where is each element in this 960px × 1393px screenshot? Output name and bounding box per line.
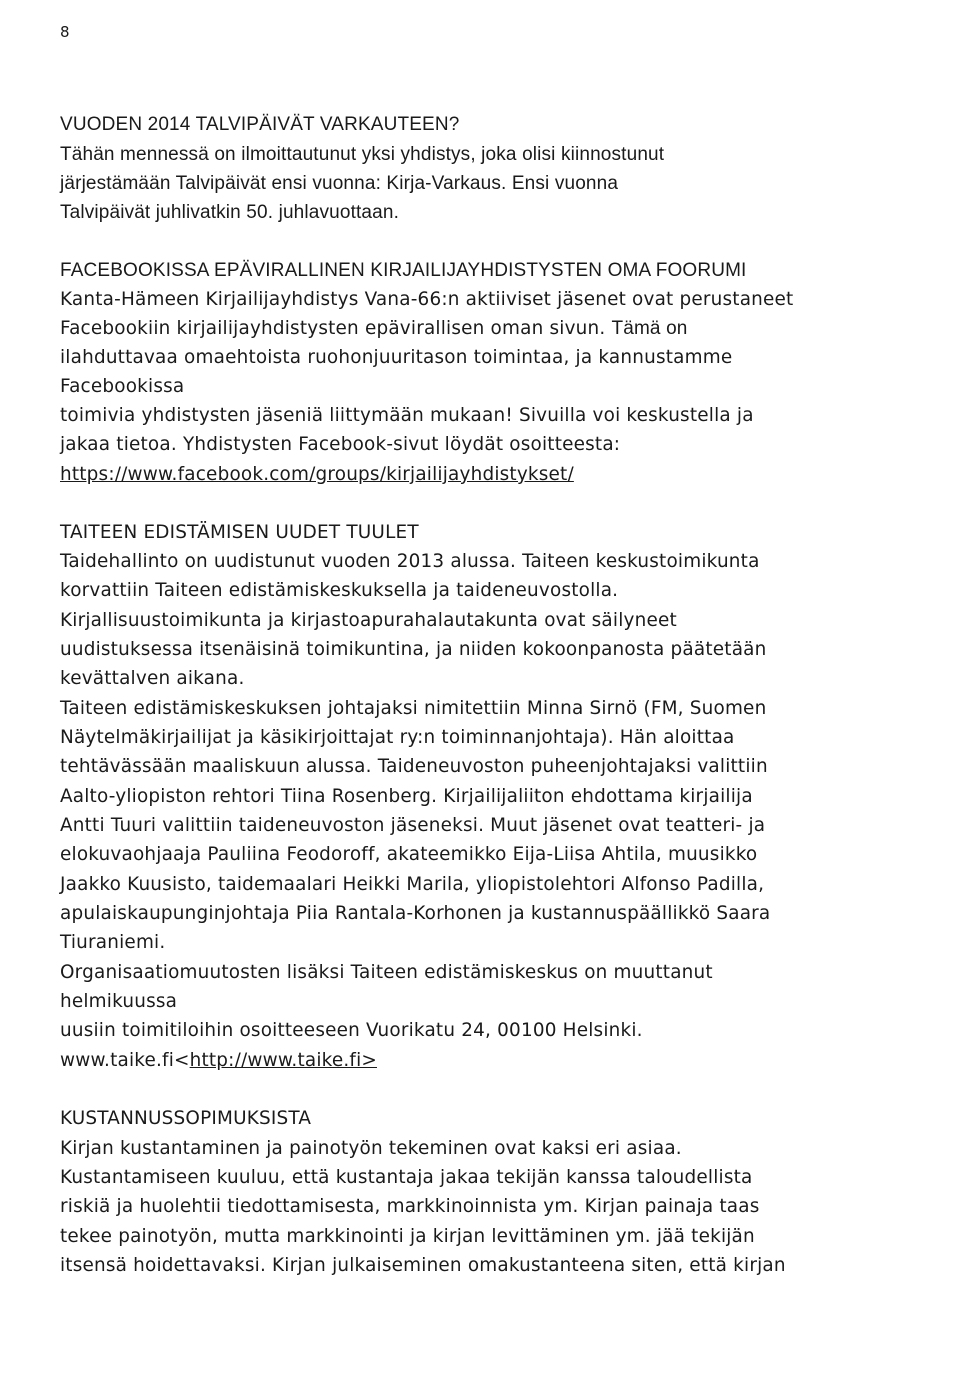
paragraph-line: kevättalven aikana. bbox=[60, 668, 245, 689]
paragraph-line: Tähän mennessä on ilmoittautunut yksi yhdistys, joka olisi kiinnostunut bbox=[60, 144, 665, 165]
paragraph-line: www.taike.fi<http://www.taike.fi> bbox=[60, 1050, 377, 1071]
paragraph-line: Näytelmäkirjailijat ja käsikirjoittajat ry:n toiminnanjohtaja). Hän aloittaa bbox=[60, 727, 735, 748]
paragraph-line: apulaiskaupunginjohtaja Piia Rantala-Korhonen ja kustannuspäällikkö Saara bbox=[60, 903, 771, 924]
paragraph-line: Organisaatiomuutosten lisäksi Taiteen edistämiskeskus on muuttanut bbox=[60, 962, 713, 983]
paragraph-line: Kanta-Hämeen Kirjailijayhdistys Vana-66:n aktiiviset jäsenet ovat perustaneet bbox=[60, 289, 794, 310]
paragraph-line: Facebookissa bbox=[60, 376, 185, 397]
paragraph-line: tehtävässään maaliskuun alussa. Taideneuvoston puheenjohtajaksi valittiin bbox=[60, 756, 768, 777]
paragraph-line: Kirjan kustantaminen ja painotyön tekeminen ovat kaksi eri asiaa. bbox=[60, 1138, 682, 1159]
paragraph-line: Kustantamiseen kuuluu, että kustantaja jakaa tekijän kanssa taloudellista bbox=[60, 1167, 753, 1188]
section-heading-kustannussopimuksista: KUSTANNUSSOPIMUKSISTA bbox=[60, 1108, 312, 1129]
page-number: 8 bbox=[60, 23, 70, 41]
paragraph-line: toimivia yhdistysten jäseniä liittymään mukaan! Sivuilla voi keskustella ja bbox=[60, 405, 754, 426]
paragraph-line: itsensä hoidettavaksi. Kirjan julkaiseminen omakustanteena siten, että kirjan bbox=[60, 1255, 786, 1276]
taike-link[interactable]: http://www.taike.fi> bbox=[189, 1050, 377, 1071]
paragraph-line: ilahduttavaa omaehtoista ruohonjuuritason toimintaa, ja kannustamme bbox=[60, 347, 733, 368]
paragraph-line: korvattiin Taiteen edistämiskeskuksella ja taideneuvostolla. bbox=[60, 580, 619, 601]
paragraph-line: uudistuksessa itsenäisinä toimikuntina, ja niiden kokoonpanosta päätetään bbox=[60, 639, 767, 660]
paragraph-line: riskiä ja huolehtii tiedottamisesta, markkinoinnista ym. Kirjan painaja taas bbox=[60, 1196, 760, 1217]
paragraph-line: Taidehallinto on uudistunut vuoden 2013 alussa. Taiteen keskustoimikunta bbox=[60, 551, 760, 572]
section-heading-taike: TAITEEN EDISTÄMISEN UUDET TUULET bbox=[60, 522, 419, 543]
paragraph-line bbox=[60, 462, 574, 488]
paragraph-line: järjestämään Talvipäivät ensi vuonna: Kirja-Varkaus. Ensi vuonna bbox=[60, 173, 619, 194]
paragraph-line: uusiin toimitiloihin osoitteeseen Vuorikatu 24, 00100 Helsinki. bbox=[60, 1020, 643, 1041]
paragraph-line: Aalto-yliopiston rehtori Tiina Rosenberg. Kirjailijaliiton ehdottama kirjailija bbox=[60, 786, 753, 807]
paragraph-line: Facebookiin kirjailijayhdistysten epävirallisen oman sivun. Tämä on bbox=[60, 318, 688, 339]
paragraph-line: jakaa tietoa. Yhdistysten Facebook-sivut löydät osoitteesta: bbox=[60, 434, 621, 455]
paragraph-line: tekee painotyön, mutta markkinointi ja kirjan levittäminen ym. jää tekijän bbox=[60, 1226, 755, 1247]
paragraph-line: Kirjallisuustoimikunta ja kirjastoapurahalautakunta ovat säilyneet bbox=[60, 610, 677, 631]
paragraph-line: Tiuraniemi. bbox=[60, 932, 166, 953]
paragraph-line: Antti Tuuri valittiin taideneuvoston jäseneksi. Muut jäsenet ovat teatteri- ja bbox=[60, 815, 766, 836]
facebook-group-link[interactable]: https://www.facebook.com/groups/kirjailijayhdistykset/ bbox=[60, 464, 574, 485]
paragraph-line: Jaakko Kuusisto, taidemaalari Heikki Marila, yliopistolehtori Alfonso Padilla, bbox=[60, 874, 765, 895]
paragraph-line: Talvipäivät juhlivatkin 50. juhlavuottaan. bbox=[60, 202, 400, 223]
paragraph-line: Taiteen edistämiskeskuksen johtajaksi nimitettiin Minna Sirnö (FM, Suomen bbox=[60, 698, 767, 719]
paragraph-line: helmikuussa bbox=[60, 991, 178, 1012]
section-heading-talvipaivat: VUODEN 2014 TALVIPÄIVÄT VARKAUTEEN? bbox=[60, 114, 460, 135]
section-heading-facebook: FACEBOOKISSA EPÄVIRALLINEN KIRJAILIJAYHDISTYSTEN OMA FOORUMI bbox=[60, 260, 747, 281]
paragraph-line: elokuvaohjaaja Pauliina Feodoroff, akateemikko Eija-Liisa Ahtila, muusikko bbox=[60, 844, 758, 865]
